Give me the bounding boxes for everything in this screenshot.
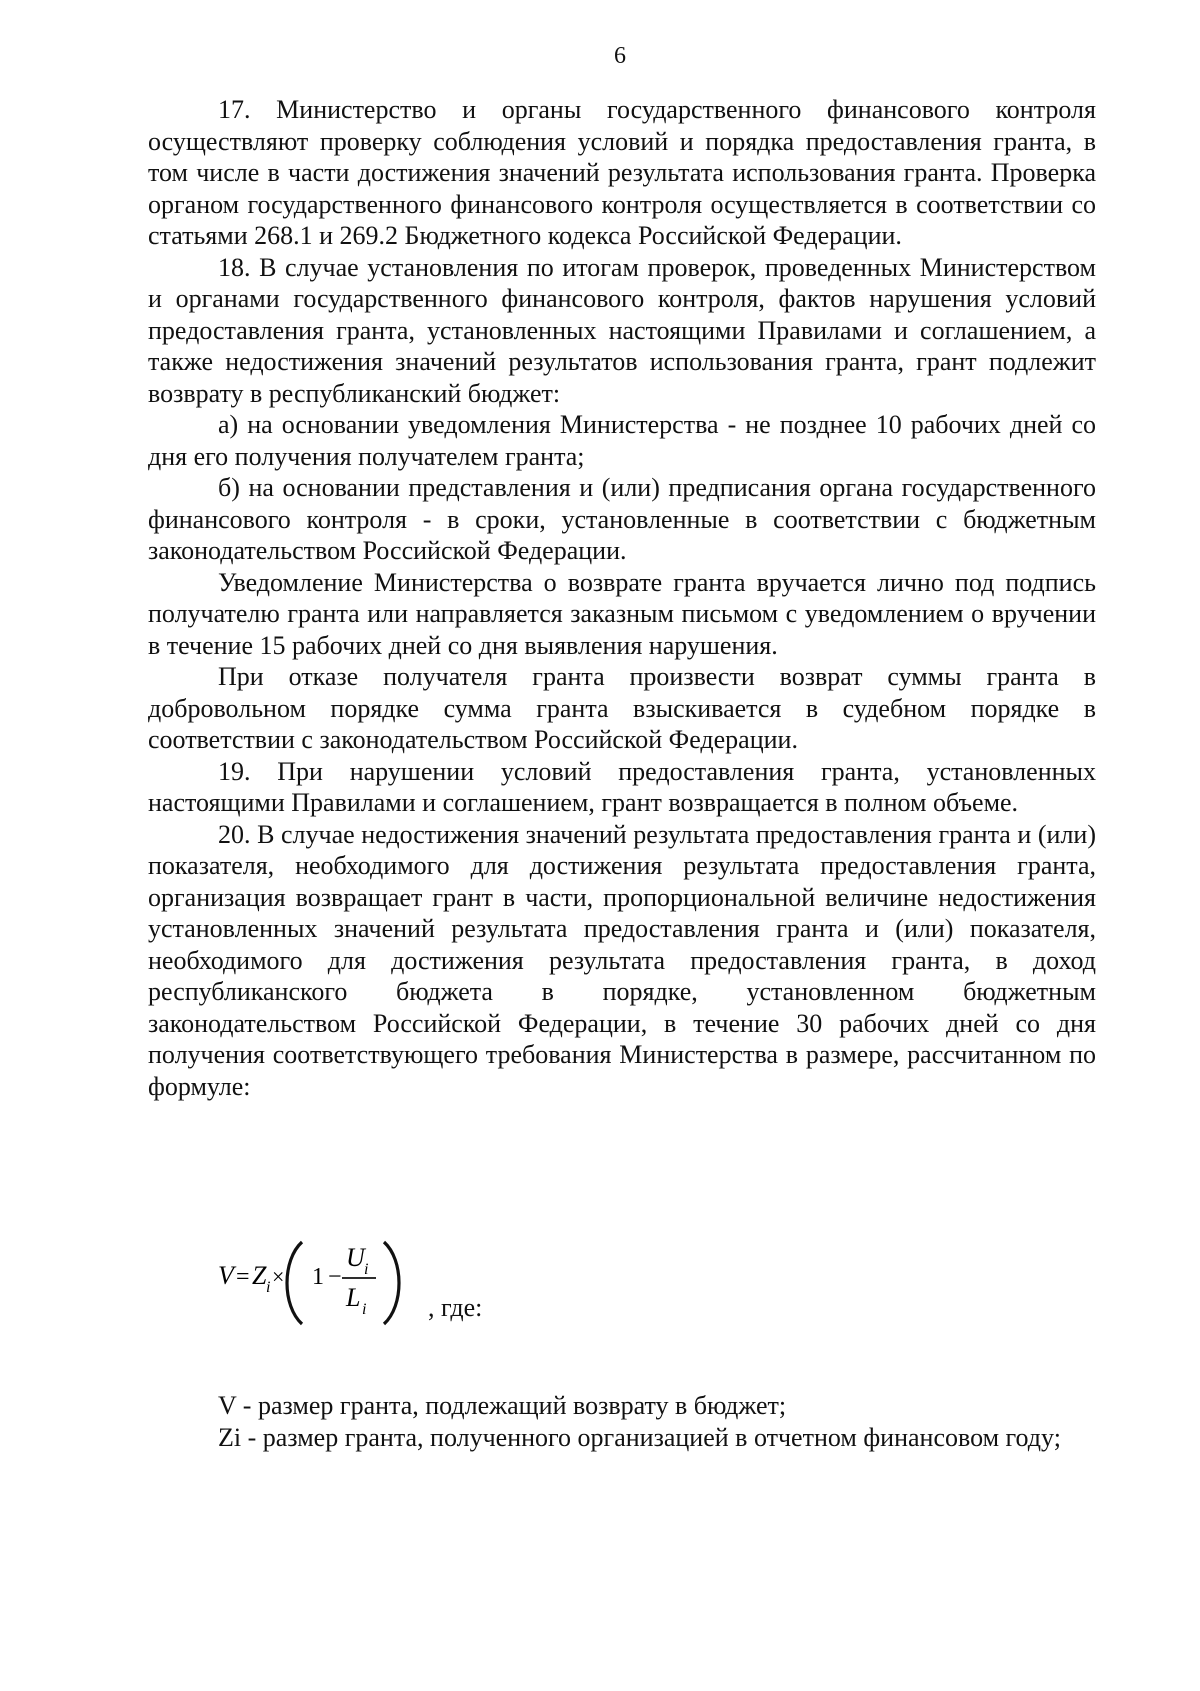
paragraph-18-a: а) на основании уведомления Министерства - не позднее 10 рабочих дней со дня его получения получателем гранта;: [148, 410, 1096, 471]
formula-where-label: , где:: [428, 1293, 483, 1322]
page-number: 6: [614, 43, 626, 69]
legend-item-v: V - размер гранта, подлежащий возврату в бюджет;: [218, 1391, 787, 1420]
paragraph-19: 19. При нарушении условий предоставления гранта, установленных настоящими Правилами и соглашением, грант возвращается в полном объеме.: [148, 756, 1096, 817]
paragraph-17: 17. Министерство и органы государственного финансового контроля осуществляют проверку соблюдения условий и порядка предоставления гранта, в том числе в части достижения значений результата использования гранта. Проверка органом государственного финансового контроля осуществляется в соответствии со статьями 268.1 и 269.2 Бюджетного кодекса Российской Федерации.: [148, 95, 1096, 250]
legend-item-zi: Zi - размер гранта, полученного организацией в отчетном финансовом году;: [218, 1422, 1061, 1452]
formula-one: 1: [312, 1264, 324, 1290]
formula-legend: [148, 1390, 1096, 1453]
paragraph-18: 18. В случае установления по итогам проверок, проведенных Министерством и органами государственного финансового контроля, фактов нарушения условий предоставления гранта, установленных настоящими Правилами и соглашением, а также недостижения значений результатов использования гранта, грант подлежит возврату в республиканский бюджет:: [148, 252, 1096, 408]
paragraph-18-b: б) на основании представления и (или) предписания органа государственного финансового контроля - в сроки, установленные в соответствии с бюджетным законодательством Российской Федерации.: [148, 473, 1096, 565]
formula-left-paren: [287, 1242, 302, 1324]
formula-z-subscript: i: [266, 1279, 271, 1296]
formula: [218, 1222, 418, 1332]
paragraph-refusal: При отказе получателя гранта произвести возврат суммы гранта в добровольном порядке сумма гранта взыскивается в судебном порядке в соответствии с законодательством Российской Федерации.: [148, 662, 1096, 754]
formula-numerator: U: [346, 1243, 365, 1272]
document-body: [148, 94, 1096, 1102]
paragraph-20: 20. В случае недостижения значений результата предоставления гранта и (или) показателя, необходимого для достижения результата предоставления гранта, организация возвращает грант в части, пропорциональной величине недостижения установленных значений результата предоставления гранта и (или) показателя, необходимого для достижения результата предоставления гранта, в доход республиканского бюджета в порядке, установленном бюджетным законодательством Российской Федерации, в течение 30 рабочих дней со дня получения соответствующего требования Министерства в размере, рассчитанном по формуле:: [148, 819, 1096, 1101]
formula-denominator: L: [346, 1283, 361, 1312]
formula-equals: =: [236, 1264, 250, 1290]
formula-denominator-subscript: i: [362, 1301, 367, 1318]
formula-minus: −: [328, 1264, 342, 1290]
formula-lhs: V: [218, 1261, 234, 1290]
formula-z: Z: [252, 1261, 267, 1290]
formula-times: ×: [272, 1264, 285, 1289]
formula-block: [218, 1222, 818, 1342]
formula-right-paren: [384, 1242, 399, 1324]
formula-numerator-subscript: i: [364, 1261, 369, 1278]
paragraph-notification: Уведомление Министерства о возврате гранта вручается лично под подпись получателю гранта или направляется заказным письмом с уведомлением о вручении в течение 15 рабочих дней со дня выявления нарушения.: [148, 567, 1096, 660]
